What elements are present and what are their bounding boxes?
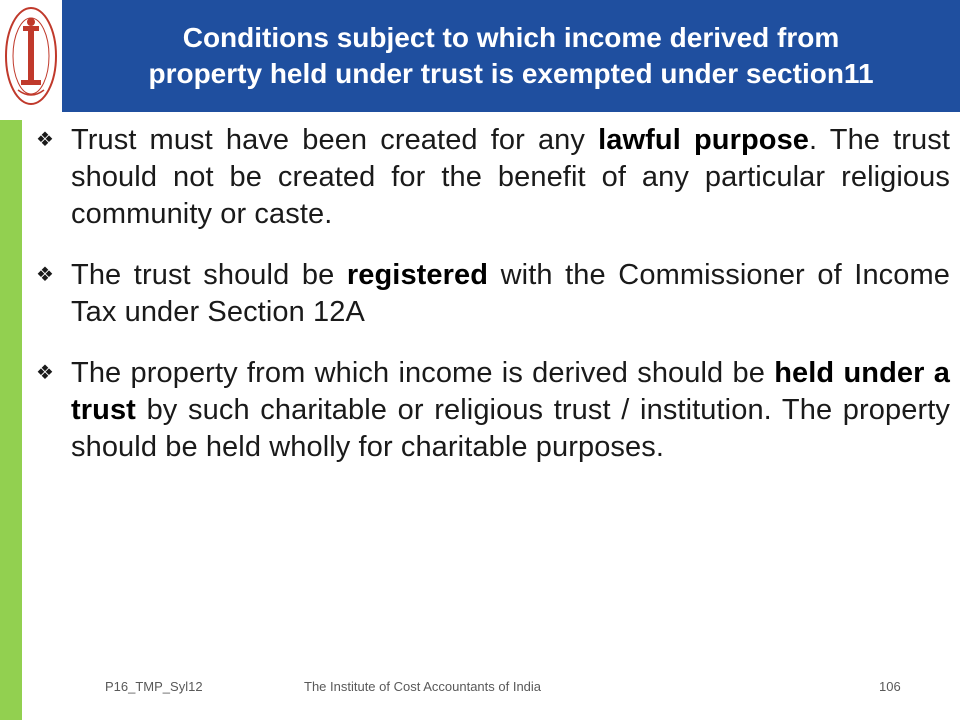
- bullet-emphasis: registered: [346, 259, 489, 291]
- institute-seal-icon: [4, 4, 58, 108]
- bullet-emphasis: held under a trust: [71, 357, 950, 426]
- footer-code: P16_TMP_Syl12: [105, 679, 203, 694]
- bullet-item: [36, 257, 950, 331]
- bullet-text: with the Commissioner of Income Tax under Section 12A: [71, 259, 950, 328]
- bullet-item: [36, 122, 950, 233]
- page-number: 106: [879, 679, 901, 694]
- footer-institute-name: The Institute of Cost Accountants of India: [304, 679, 542, 694]
- diamond-bullet-icon: ❖: [36, 129, 55, 151]
- slide-title-line-1: Conditions subject to which income derived from: [182, 22, 840, 53]
- diamond-bullet-icon: ❖: [36, 362, 55, 384]
- institute-logo: [0, 0, 62, 112]
- bullet-text: Trust must have been created for any: [71, 124, 599, 156]
- accent-bar: [0, 120, 22, 720]
- slide-title-line-2: property held under trust is exempted under section11: [148, 58, 874, 89]
- diamond-bullet-icon: ❖: [36, 264, 55, 286]
- bullet-item: [36, 355, 950, 466]
- bullet-text: The property from which income is derived should be: [71, 357, 775, 389]
- bullet-text: . The trust should not be created for the benefit of any particular religious community or caste.: [71, 124, 951, 230]
- bullet-text: by such charitable or religious trust / institution. The property should be held wholly for charitable purposes.: [71, 394, 950, 463]
- slide-title-banner: [62, 0, 960, 112]
- bullet-emphasis: lawful purpose: [598, 124, 810, 156]
- bullet-list: [36, 122, 950, 490]
- bullet-text: The trust should be: [71, 259, 347, 291]
